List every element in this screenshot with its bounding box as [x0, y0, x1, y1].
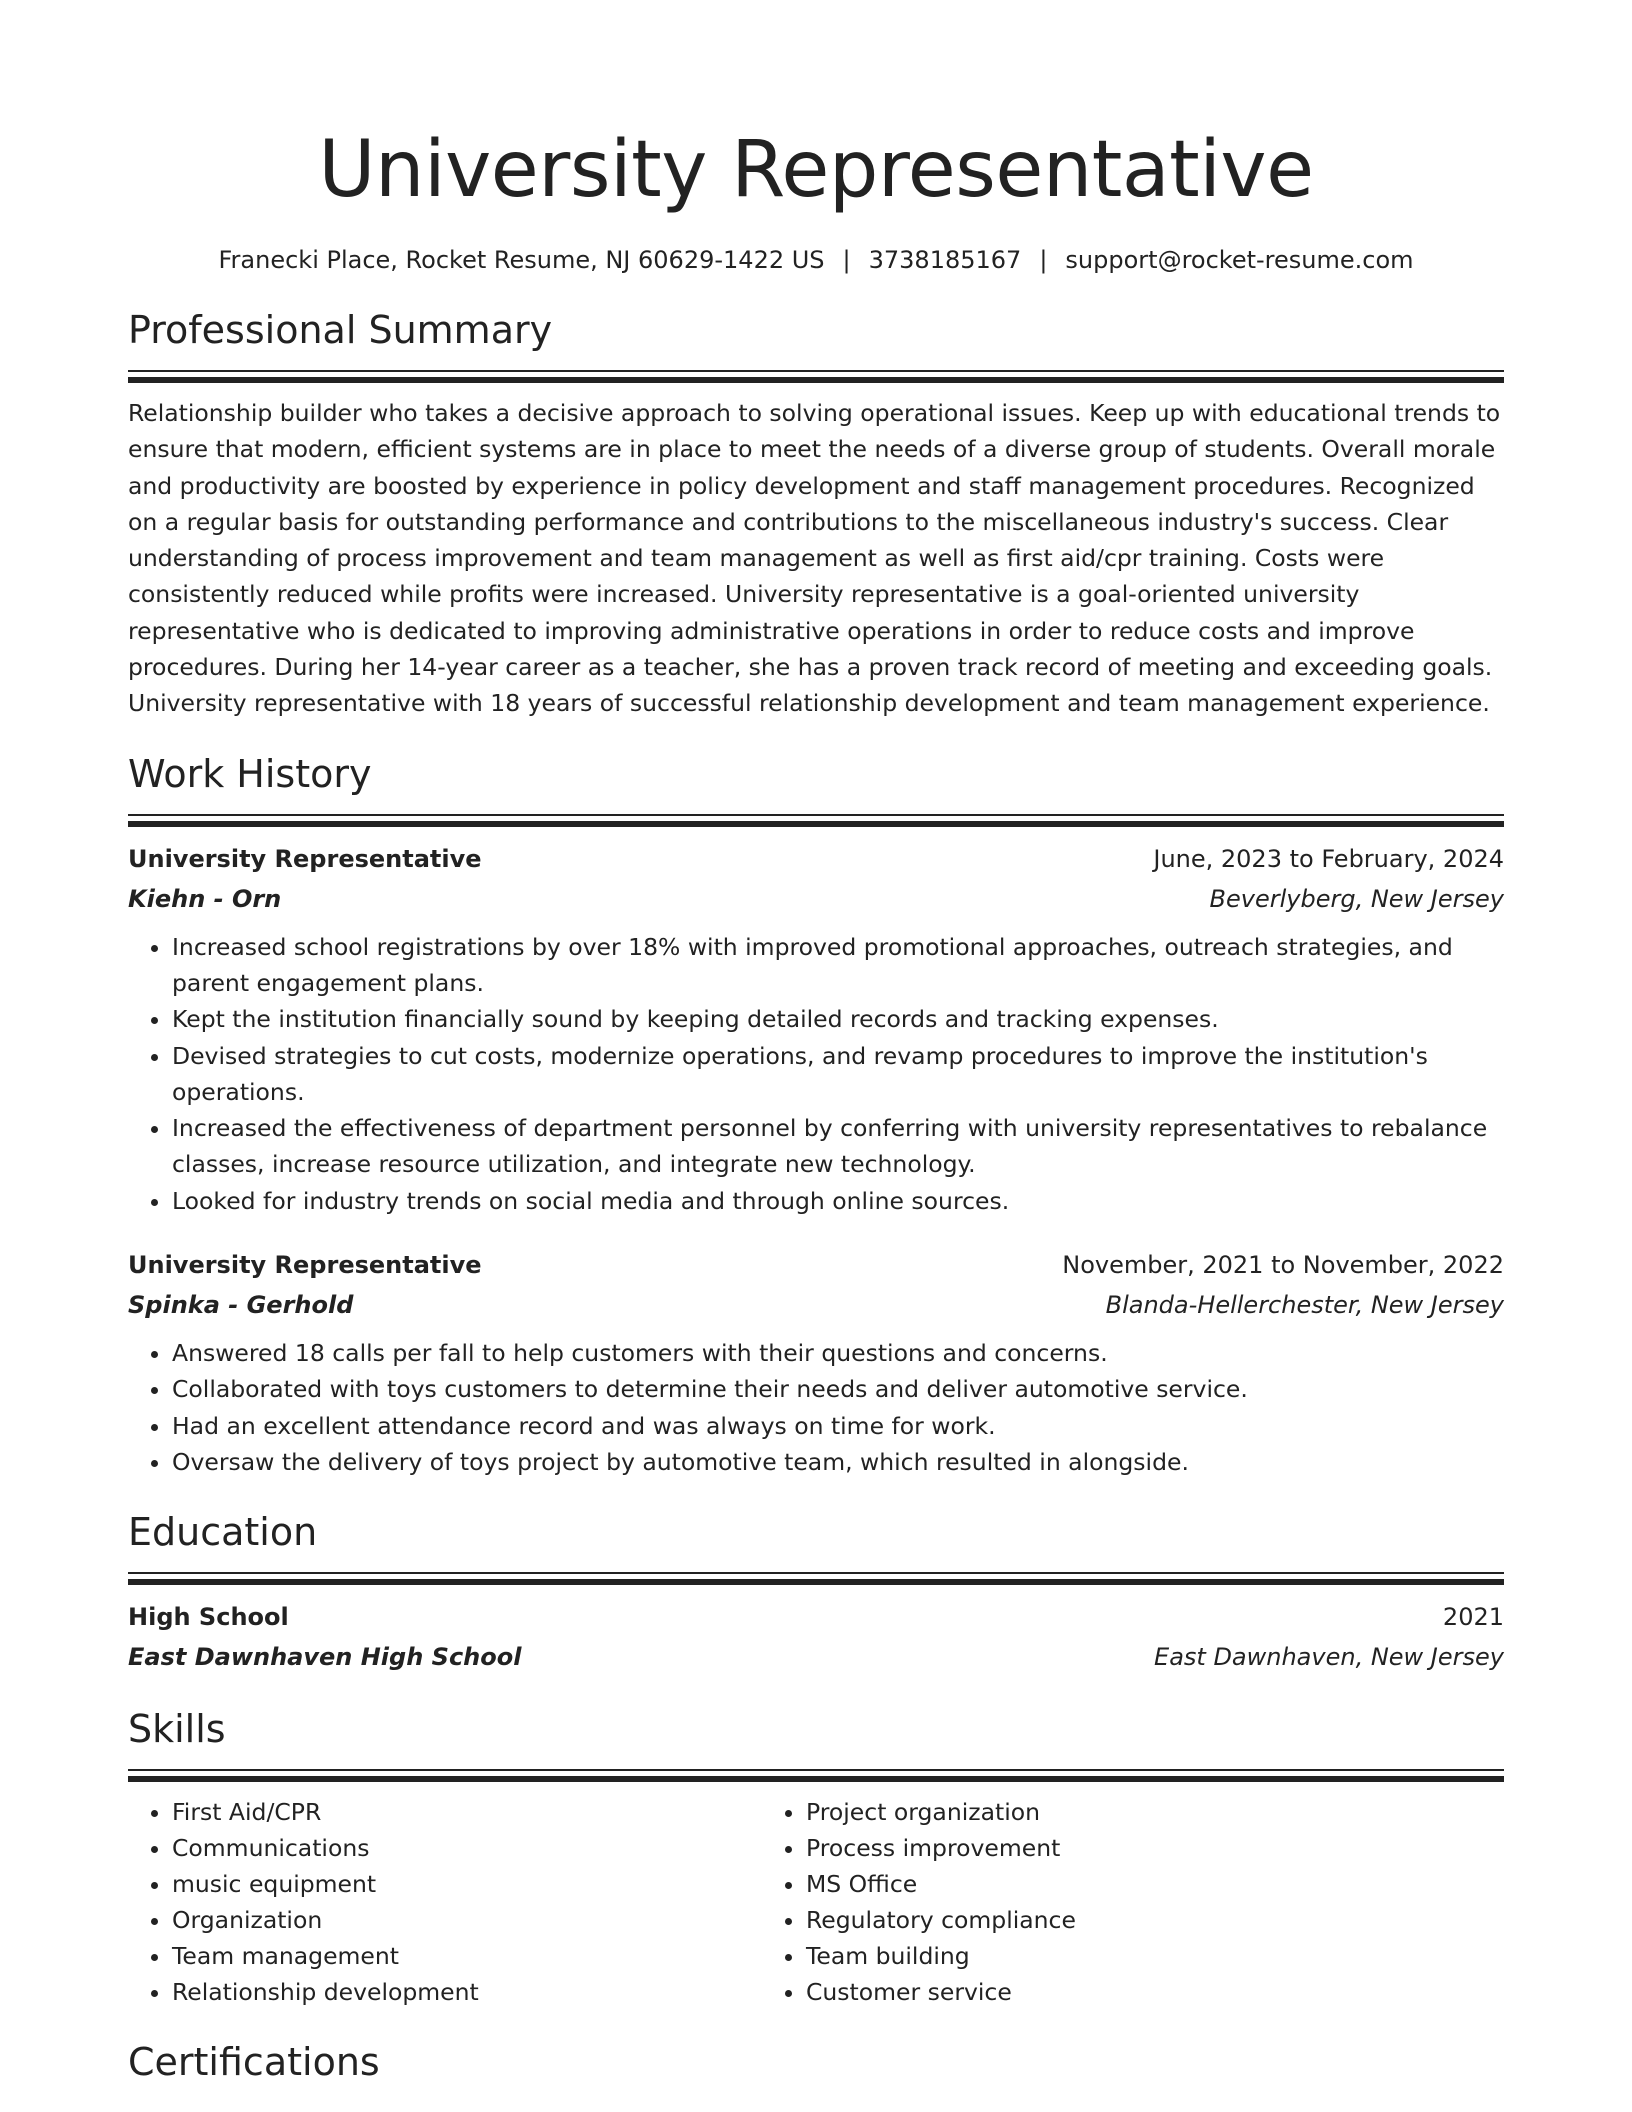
skill-item: • music equipment: [172, 1866, 762, 1902]
job-company: Spinka - Gerhold: [128, 1291, 354, 1320]
education-entry: [128, 1597, 1504, 1677]
job-entry: [128, 839, 1504, 1219]
contact-email: support@rocket-resume.com: [1065, 246, 1414, 274]
job-bullet: • Increased the effectiveness of department personnel by conferring with university representatives to rebalance classes, increase resource utilization, and integrate new technology.: [172, 1110, 1504, 1183]
job-bullet: • Had an excellent attendance record and was always on time for work.: [172, 1408, 1504, 1444]
job-bullet: • Devised strategies to cut costs, modernize operations, and revamp procedures to improve the institution's operations.: [172, 1038, 1504, 1111]
job-company: Kiehn - Orn: [128, 884, 282, 913]
job-entry: [128, 1245, 1504, 1480]
education-subheader-row: [128, 1637, 1504, 1677]
job-bullet: • Answered 18 calls per fall to help customers with their questions and concerns.: [172, 1335, 1504, 1371]
job-location: Beverlyberg, New Jersey: [1209, 884, 1504, 913]
job-subheader-row: [128, 1285, 1504, 1325]
skill-item: • Communications: [172, 1830, 762, 1866]
work-history-section: [128, 748, 1504, 1481]
resume-name: University Representative: [318, 125, 1314, 215]
skills-columns: [128, 1794, 1504, 2010]
education-location: East Dawnhaven, New Jersey: [1154, 1643, 1504, 1672]
contact-separator: |: [842, 246, 851, 274]
skill-item: • First Aid/CPR: [172, 1794, 762, 1830]
section-divider: [128, 1769, 1504, 1782]
section-heading-certifications: Certifications: [128, 2040, 380, 2085]
skill-item: • MS Office: [806, 1866, 1504, 1902]
skill-item: • Team building: [806, 1938, 1504, 1974]
job-header-row: [128, 1245, 1504, 1285]
job-subheader-row: [128, 879, 1504, 919]
job-title: University Representative: [128, 1251, 482, 1280]
job-location: Blanda-Hellerchester, New Jersey: [1105, 1291, 1504, 1320]
job-bullet-list: [128, 1335, 1504, 1480]
section-heading-summary: Professional Summary: [128, 308, 553, 352]
education-year: 2021: [1442, 1603, 1504, 1632]
skills-list-left: [128, 1794, 762, 2010]
contact-line: [128, 242, 1504, 278]
skill-item: • Process improvement: [806, 1830, 1504, 1866]
education-header-row: [128, 1597, 1504, 1637]
job-bullet: • Looked for industry trends on social media and through online sources.: [172, 1183, 1504, 1219]
skill-item: • Team management: [172, 1938, 762, 1974]
skill-item: • Customer service: [806, 1974, 1504, 2010]
skills-list-right: [762, 1794, 1504, 2010]
job-bullet: • Collaborated with toys customers to determine their needs and deliver automotive service.: [172, 1371, 1504, 1407]
education-section: [128, 1506, 1504, 1677]
job-header-row: [128, 839, 1504, 879]
skill-item: • Organization: [172, 1902, 762, 1938]
section-heading-skills: Skills: [128, 1707, 226, 1752]
job-bullet: • Increased school registrations by over 18% with improved promotional approaches, outreach strategies, and parent engagement plans.: [172, 929, 1504, 1002]
skill-item: • Regulatory compliance: [806, 1902, 1504, 1938]
section-heading-education: Education: [128, 1510, 318, 1555]
certifications-section: [128, 2036, 1504, 2088]
job-bullet: • Oversaw the delivery of toys project by automotive team, which resulted in alongside.: [172, 1444, 1504, 1480]
job-dates: November, 2021 to November, 2022: [1062, 1251, 1504, 1280]
job-dates: June, 2023 to February, 2024: [1153, 844, 1504, 873]
section-heading-work-history: Work History: [128, 751, 372, 796]
job-title: University Representative: [128, 844, 482, 873]
section-divider: [128, 1572, 1504, 1585]
resume-page: [128, 0, 1504, 2088]
summary-text: Relationship builder who takes a decisive approach to solving operational issues. Keep up with educational trends to ensure that modern, efficient systems are in place to meet the needs of a diverse group of students. Overall morale and productivity are boosted by experience in policy development and staff management procedures. Recognized on a regular basis for outstanding performance and contributions to the miscellaneous industry's success. Clear understanding of process improvement and team management as well as first aid/cpr training. Costs were consistently reduced while profits were increased. University representative is a goal-oriented university representative who is dedicated to improving administrative operations in order to reduce costs and improve procedures. During her 14-year career as a teacher, she has a proven track record of meeting and exceeding goals. University representative with 18 years of successful relationship development and team management experience.: [128, 399, 1501, 718]
skills-section: [128, 1703, 1504, 2010]
skill-item: • Project organization: [806, 1794, 1504, 1830]
contact-separator: |: [1039, 246, 1048, 274]
section-divider: [128, 370, 1504, 383]
job-bullet-list: [128, 929, 1504, 1219]
contact-phone: 3738185167: [868, 246, 1022, 274]
section-divider: [128, 814, 1504, 827]
skill-item: • Relationship development: [172, 1974, 762, 2010]
education-school: East Dawnhaven High School: [128, 1643, 522, 1672]
contact-address: Franecki Place, Rocket Resume, NJ 60629-1422 US: [218, 246, 825, 274]
education-degree: High School: [128, 1603, 289, 1632]
job-bullet: • Kept the institution financially sound by keeping detailed records and tracking expenses.: [172, 1001, 1504, 1037]
summary-section: [128, 304, 1504, 722]
